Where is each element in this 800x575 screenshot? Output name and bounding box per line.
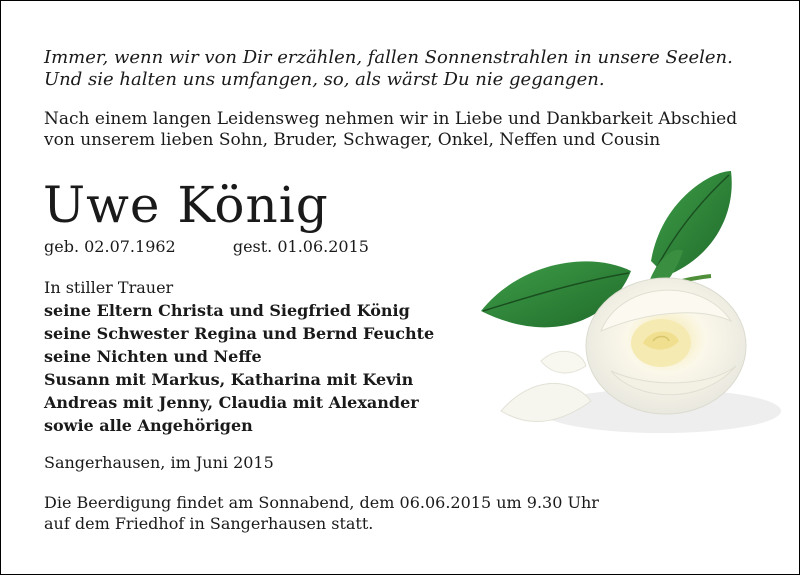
intro-line-1: Nach einem langen Leidensweg nehmen wir in Liebe und Dankbarkeit Abschied	[44, 109, 738, 129]
birth-date: geb. 02.07.1962	[44, 237, 176, 256]
intro-line-2: von unserem lieben Sohn, Bruder, Schwager, Onkel, Neffen und Cousin	[44, 130, 661, 150]
mourner-line: sowie alle Angehörigen	[44, 416, 253, 435]
funeral-line-2: auf dem Friedhof in Sangerhausen statt.	[44, 514, 374, 533]
funeral-line-1: Die Beerdigung findet am Sonnabend, dem 06.06.2015 um 9.30 Uhr	[44, 493, 599, 512]
place-and-date: Sangerhausen, im Juni 2015	[44, 453, 274, 472]
mourner-line: seine Eltern Christa und Siegfried König	[44, 301, 410, 320]
deceased-name: Uwe König	[43, 176, 329, 234]
life-dates	[44, 237, 369, 257]
white-rose-icon	[461, 161, 781, 461]
death-date: gest. 01.06.2015	[232, 237, 369, 256]
quote-line-1: Immer, wenn wir von Dir erzählen, fallen Sonnenstrahlen in unsere Seelen.	[44, 47, 733, 68]
quote-line-2: Und sie halten uns umfangen, so, als wärst Du nie gegangen.	[44, 69, 605, 90]
mourner-line: seine Schwester Regina und Bernd Feuchte	[44, 324, 435, 343]
mourner-line: Andreas mit Jenny, Claudia mit Alexander	[44, 393, 419, 412]
mourner-line: seine Nichten und Neffe	[44, 347, 262, 366]
mourner-line: Susann mit Markus, Katharina mit Kevin	[44, 370, 414, 389]
farewell-intro	[44, 109, 737, 151]
mourners-heading: In stiller Trauer	[44, 278, 174, 297]
mourners-list	[44, 276, 434, 437]
funeral-notice	[44, 492, 599, 534]
memorial-quote	[44, 47, 733, 91]
